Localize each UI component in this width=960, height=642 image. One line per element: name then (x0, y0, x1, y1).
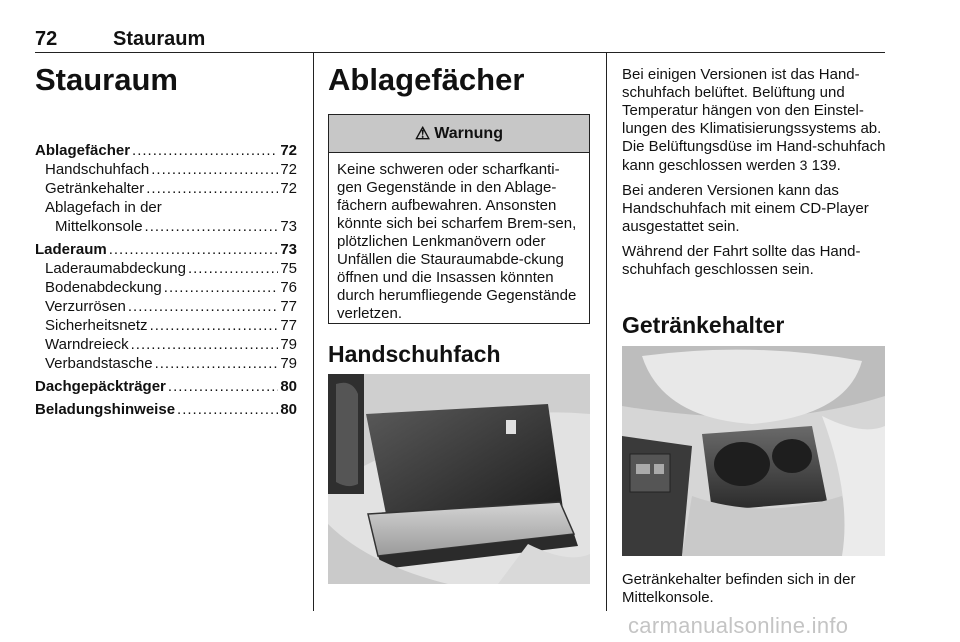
paragraph: Bei anderen Versionen kann das Handschuhfach mit einem CD-Player ausgestattet sein. (622, 182, 869, 235)
toc-entry[interactable]: Verzurrösen ..... 77 (35, 297, 297, 316)
toc-entry[interactable]: Verbandstasche ..... 79 (35, 354, 297, 373)
warning-header (329, 115, 589, 153)
toc-entry[interactable]: Laderaumabdeckung ..... 75 (35, 259, 297, 278)
page-header (35, 28, 206, 51)
cupholder-photo (622, 346, 885, 556)
page-number: 72 (35, 28, 58, 50)
cupholder-caption: Getränkehalter befinden sich in der Mittelkonsole. (622, 571, 856, 606)
cross-reference-arrow-icon: 3 (799, 157, 808, 173)
warning-box (328, 114, 590, 324)
chapter-title: Stauraum (35, 62, 178, 97)
column-divider-2 (606, 53, 607, 611)
toc-entry[interactable]: Sicherheitsnetz ..... 77 (35, 316, 297, 335)
column-divider-1 (313, 53, 314, 611)
toc-entry[interactable]: Warndreieck ..... 79 (35, 335, 297, 354)
toc-entry[interactable]: Beladungshinweise ..... 80 (35, 400, 297, 419)
header-title: Stauraum (113, 28, 206, 50)
warning-text: Keine schweren oder scharfkanti-gen Gegenstände in den Ablage-fächern aufbewahren. Ansonsten könnte sich bei scharfem Brem-sen, plötzlichen Lenkmanövern oder Unfällen die Stauraumabde-ckung öffnen und die Insassen könnten durch herumfliegende Gegenstände verletzen. (337, 161, 577, 322)
toc-entry[interactable]: Getränkehalter ..... 72 (35, 179, 297, 198)
paragraph: Während der Fahrt sollte das Hand-schuhfach geschlossen sein. (622, 243, 861, 278)
right-column-text (622, 66, 887, 286)
subtitle-handschuhfach: Handschuhfach (328, 341, 501, 367)
toc-entry[interactable]: Dachgepäckträger ..... 80 (35, 377, 297, 396)
toc-entry[interactable]: Mittelkonsole ..... 73 (35, 217, 297, 236)
toc-entry[interactable]: Handschuhfach ..... 72 (35, 160, 297, 179)
paragraph: Bei einigen Versionen ist das Hand-schuhfach belüftet. Belüftung und Temperatur hängen von den Einstel-lungen des Klimatisierungssystems ab. Die Belüftungsdüse im Hand-schuhfach kann geschlossen werden 3 139. (622, 66, 886, 174)
warning-label: Warnung (434, 124, 503, 142)
watermark: carmanualsonline.info (628, 613, 849, 638)
toc-entry[interactable]: Ablagefach in der (45, 199, 162, 216)
header-rule (35, 52, 885, 53)
toc-entry[interactable]: Laderaum ..... 73 (35, 240, 297, 259)
toc-entry[interactable]: Bodenabdeckung ..... 76 (35, 278, 297, 297)
glovebox-photo (328, 374, 590, 584)
subtitle-getraenkehalter: Getränkehalter (622, 312, 785, 338)
section-title-ablagefaecher: Ablagefächer (328, 62, 525, 97)
table-of-contents (35, 141, 297, 419)
page-reference[interactable]: 139. (811, 157, 841, 174)
toc-entry[interactable]: Ablagefächer ..... 72 (35, 141, 297, 160)
warning-triangle-icon: ⚠ (415, 123, 431, 143)
